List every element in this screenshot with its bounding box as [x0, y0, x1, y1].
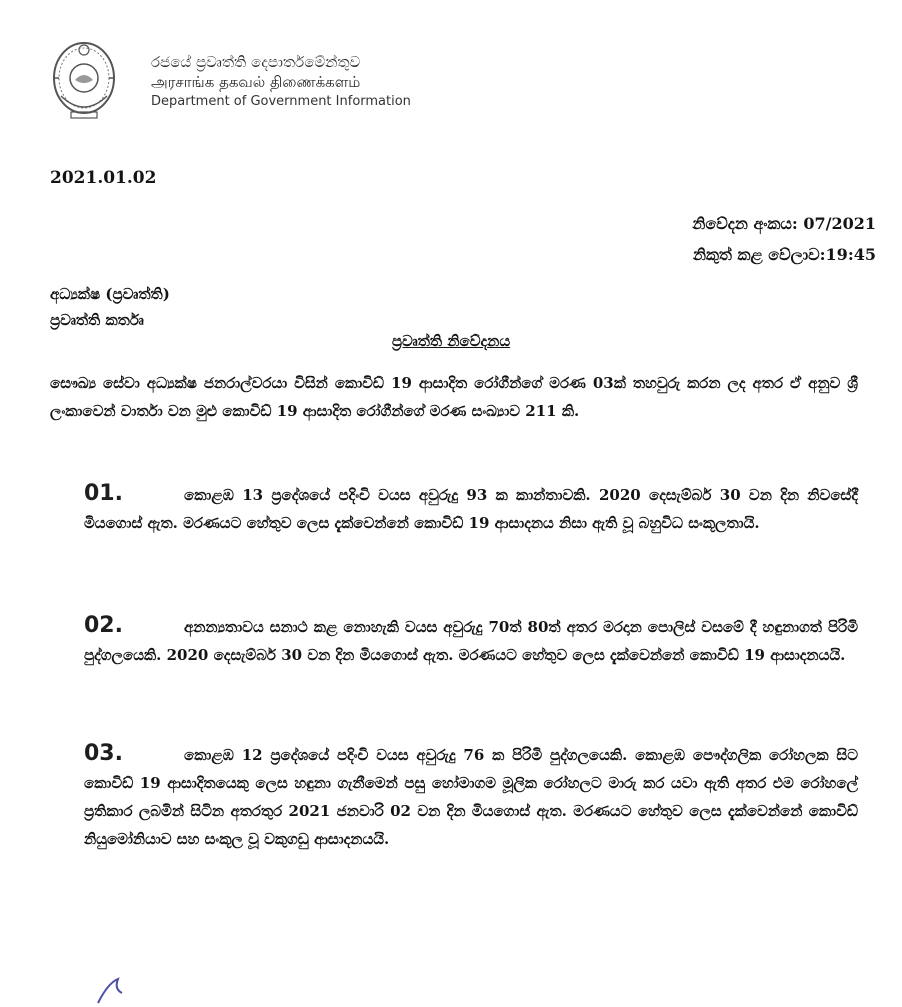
document-title: ප්‍රවෘත්ති නිවේදනය — [391, 332, 511, 350]
case-item — [84, 612, 858, 669]
department-name-english: Department of Government Information — [151, 94, 411, 109]
case-text: කොළඹ 12 ප්‍රදේශයේ පදිංචි වයස අවුරුදු 76 ක පිරිමි පුද්ගලයෙකි. කොළඹ පෞද්ගලික රෝහලක සිට කොවිඩ් 19 ආසාදිතයෙකු ලෙස හඳුනා ගැනීමෙන් පසු හෝමාගම මූලික රෝහලට මාරු කර යවා ඇති අතර එම රෝහලේ ප්‍රතිකාර ලබමින් සිටින අතරතුර 2021 ජනවාරි 02 වන දින මියගොස් ඇත. මරණයට හේතුව ලෙස දැක්වෙන්නේ කොවිඩ් නියුමෝනියාව සහ සංකූල වූ වකුගඩු ආසාදනයයි. — [84, 746, 858, 848]
case-number: 03. — [84, 741, 123, 766]
case-text: කොළඹ 13 ප්‍රදේශයේ පදිංචි වයස අවුරුදු 93 ක කාන්තාවකි. 2020 දෙසැම්බර් 30 වන දින නිවසේදී මියගොස් ඇත. මරණයට හේතුව ලෙස දැක්වෙන්නේ කොවිඩ් 19 ආසාදනය නිසා ඇති වූ බහුවිධ සංකූලතායි. — [84, 486, 858, 532]
sender-line-2: ප්‍රවෘත්ති කර්තෘ — [50, 311, 144, 329]
case-number: 01. — [84, 481, 123, 506]
department-name-tamil: அரசாங்க தகவல் திணைக்களம் — [151, 73, 361, 91]
release-date: 2021.01.02 — [50, 168, 157, 188]
department-name-sinhala: රජයේ ප්‍රවෘත්ති දෙපාර්තමේන්තුව — [151, 53, 361, 71]
reference-block — [692, 208, 876, 270]
release-number: නිවේදන අංකය: 07/2021 — [692, 214, 876, 233]
signature-mark-icon — [94, 975, 134, 1005]
intro-paragraph: සෞඛ්‍ය සේවා අධ්‍යක්ෂ ජනරාල්වරයා විසින් කොවිඩ් 19 ආසාදිත රෝගීන්ගේ මරණ 03ක් තහවුරු කරන ලද අතර ඒ අනුව ශ්‍රී ලංකාවෙන් වාර්තා වන මුළු කොවිඩ් 19 ආසාදිත රෝගීන්ගේ මරණ සංඛ්‍යාව 211 කි. — [50, 374, 858, 420]
sender-line-1: අධ්‍යක්ෂ (ප්‍රවෘත්ති) — [50, 285, 170, 303]
case-text: අනන්‍යතාවය සනාථ කළ නොහැකි වයස අවුරුදු 70ත් 80ත් අතර මරදාන පොලිස් වසමේ දී හඳුනාගත් පිරිමි පුද්ගලයෙකි. 2020 දෙසැම්බර් 30 වන දින මියගොස් ඇත. මරණයට හේතුව ලෙස දැක්වෙන්නේ කොවිඩ් 19 ආසාදනයයි. — [84, 618, 858, 664]
sri-lanka-emblem-icon — [47, 38, 121, 124]
case-item — [84, 740, 858, 853]
sender-block — [50, 281, 170, 333]
department-names — [151, 52, 411, 112]
release-time: නිකුත් කළ වේලාව:19:45 — [692, 245, 876, 264]
case-item — [84, 480, 858, 537]
case-number: 02. — [84, 613, 123, 638]
letterhead — [47, 38, 487, 130]
